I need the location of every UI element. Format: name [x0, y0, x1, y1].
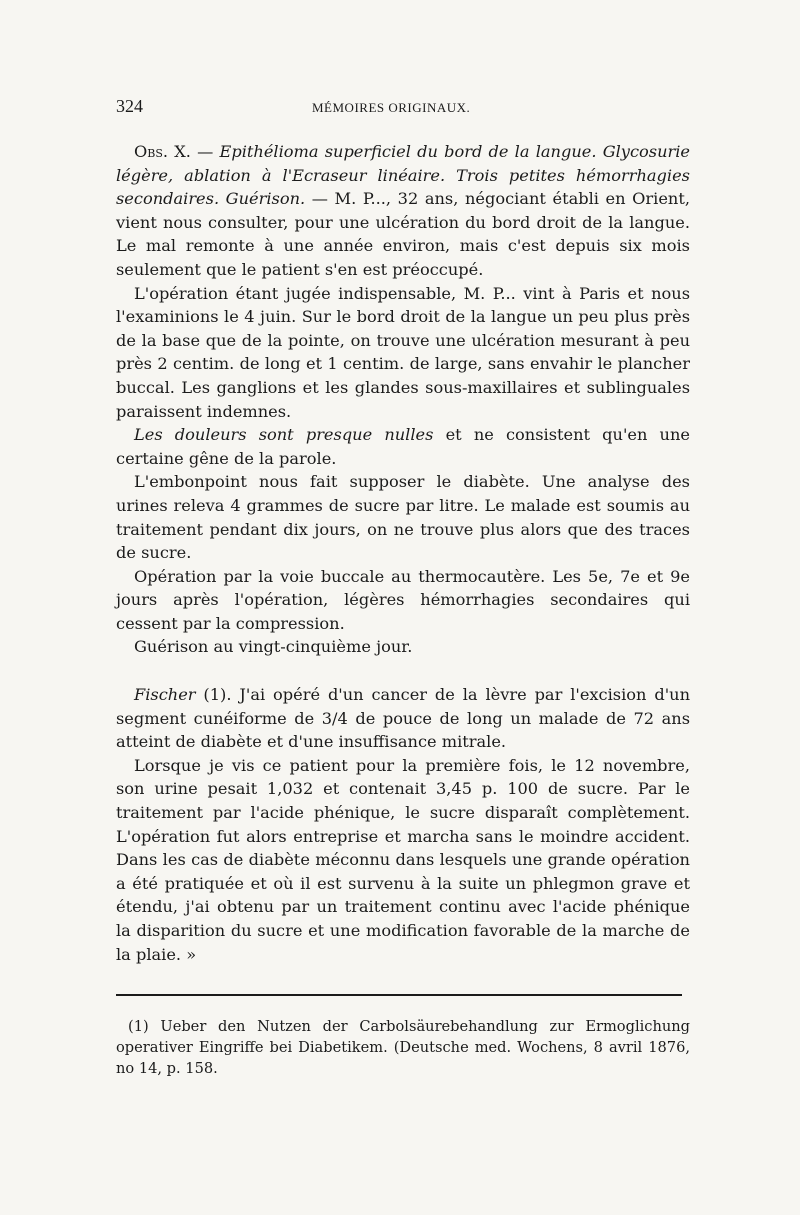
paragraph: Guérison au vingt-cinquième jour. — [134, 637, 413, 657]
fischer-paragraph — [116, 683, 690, 754]
paragraph: L'embonpoint nous fait supposer le diabète. Une analyse des urines releva 4 grammes de sucre par litre. Le malade est soumis au traitement pendant dix jours, on ne trouve plus alors que des traces de sucre. — [116, 472, 690, 563]
page-number: 324 — [116, 96, 143, 116]
page-header — [116, 96, 690, 122]
footnote-text: (1) Ueber den Nutzen der Carbolsäurebehandlung zur Ermoglichung operativer Eingriffe bei Diabetikem. (Deutsche med. Wochens, 8 avril 1876, no 14, p. 158. — [116, 1018, 690, 1078]
footnote — [116, 1016, 690, 1079]
author-name: Fischer — [134, 685, 196, 705]
paragraph: Opération par la voie buccale au thermocautère. Les 5e, 7e et 9e jours après l'opération, légères hémorrhagies secondaires qui cessent par la compression. — [116, 566, 690, 633]
observation-paragraph — [116, 140, 690, 282]
footnote-rule — [116, 994, 682, 996]
fischer-text: (1). J'ai opéré d'un cancer de la lèvre par l'excision d'un segment cunéiforme de 3/4 de pouce de long un malade de 72 ans atteint de diabète et d'une insuffisance mitrale. — [116, 685, 690, 752]
paragraph: L'opération étant jugée indispensable, M. P... vint à Paris et nous l'examinions le 4 juin. Sur le bord droit de la langue un peu plus près de la base que de la pointe, on trouve une ulcération mesurant à peu près 2 centim. de long et 1 centim. de large, sans envahir le plancher buccal. Les ganglions et les glandes sous-maxillaires et sublinguales paraissent indemnes. — [116, 283, 690, 421]
running-title: MÉMOIRES ORIGINAUX. — [312, 100, 471, 115]
obs-title: Epithélioma superficiel du bord de la langue. Glycosurie légère, ablation à l'Ecraseur linéaire. Trois petites hémorrhagies secondaires. Guérison. — [116, 142, 690, 209]
obs-label: Obs. X. — — [134, 142, 214, 161]
obs-text: — M. P..., 32 ans, négociant établi en Orient, vient nous consulter, pour une ulcération du bord droit de la langue. Le mal remonte à une année environ, mais c'est depuis six mois seulement que le patient s'en est préoccupé. — [116, 189, 690, 279]
main-text — [116, 140, 690, 966]
italic-phrase: Les douleurs sont presque nulles — [134, 425, 434, 445]
paragraph — [116, 423, 690, 470]
paragraph: Lorsque je vis ce patient pour la première fois, le 12 novembre, son urine pesait 1,032 et contenait 3,45 p. 100 de sucre. Par le traitement par l'acide phénique, le sucre disparaît complètement. L'opération fut alors entreprise et marcha sans le moindre accident. Dans les cas de diabète méconnu dans lesquels une grande opération a été pratiquée et où il est survenu à la suite un phlegmon grave et étendu, j'ai obtenu par un traitement continu avec l'acide phénique la disparition du sucre et une modification favorable de la marche de la plaie. » — [116, 755, 690, 964]
page — [116, 96, 690, 1079]
paragraph-text: et ne consistent qu'en une certaine gêne de la parole. — [116, 425, 690, 468]
